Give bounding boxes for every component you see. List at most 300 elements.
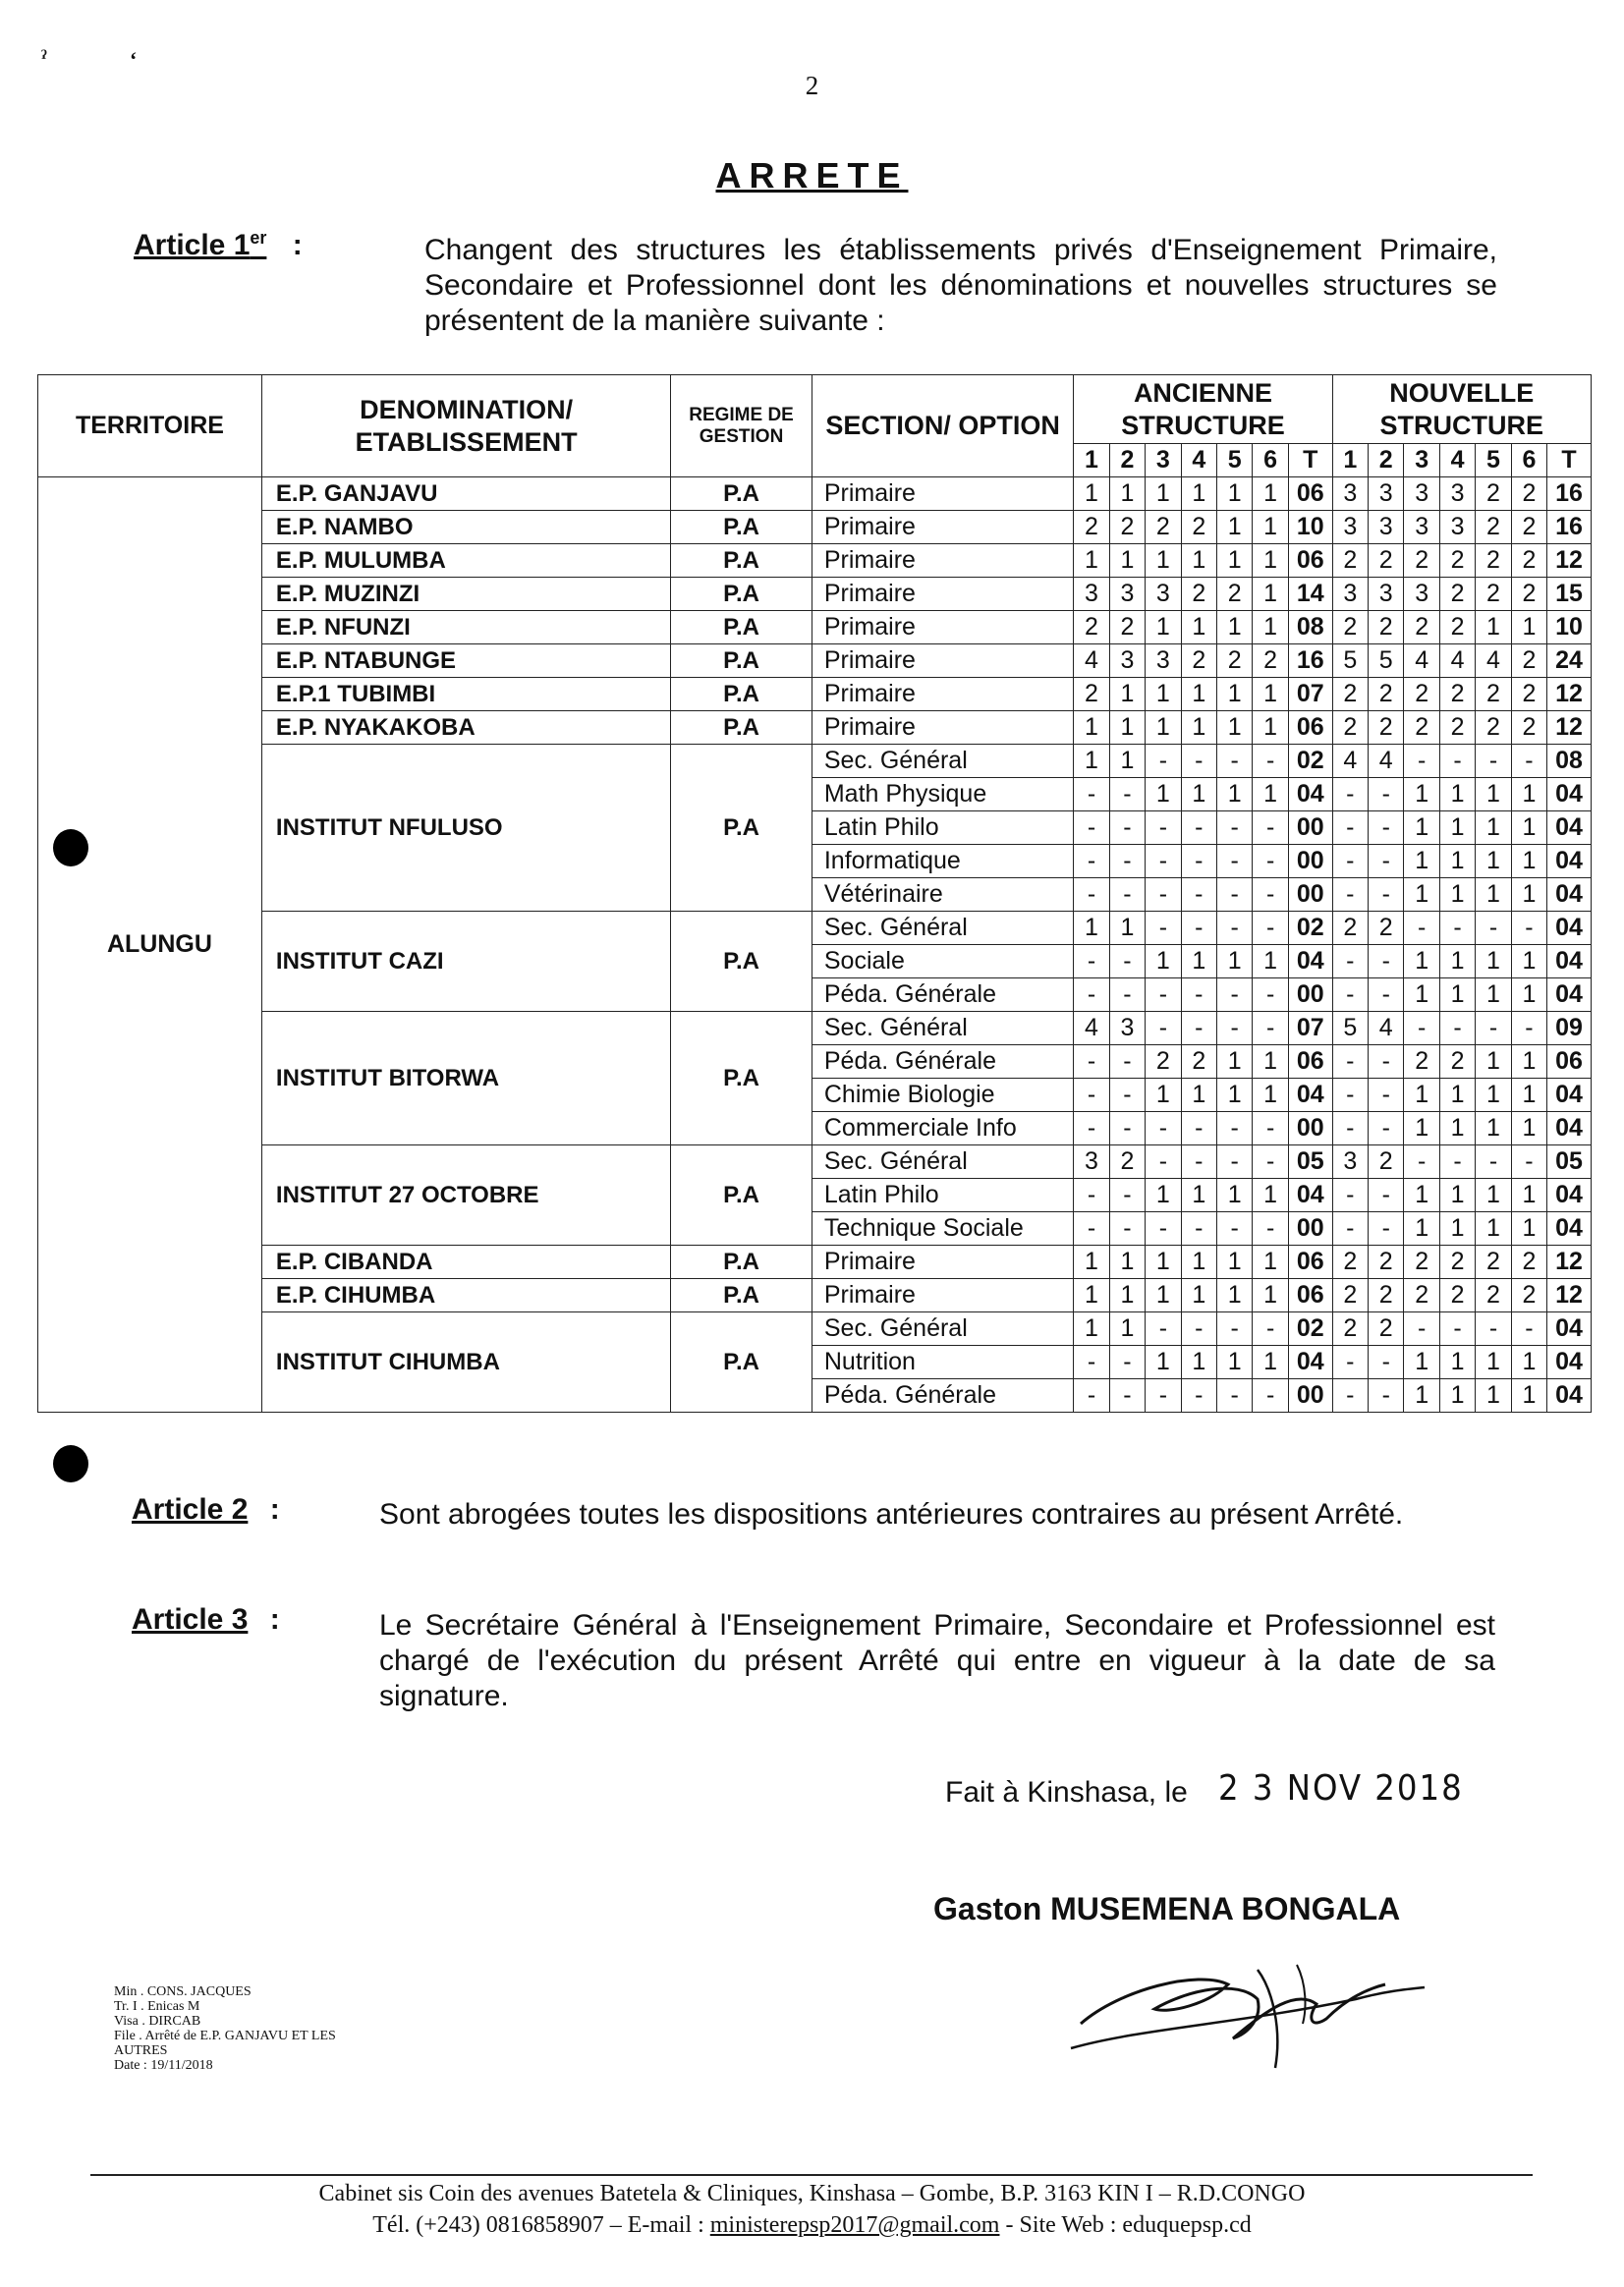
nouvelle-class-cell: 3 (1332, 578, 1368, 611)
table-row (38, 644, 1592, 678)
nouvelle-total-cell: 04 (1547, 1179, 1592, 1212)
ancienne-class-cell: 1 (1253, 778, 1288, 811)
ancienne-class-cell: - (1109, 978, 1145, 1012)
school-name: E.P.1 TUBIMBI (261, 678, 670, 711)
ancienne-class-cell: - (1181, 912, 1216, 945)
ancienne-class-cell: - (1216, 811, 1252, 845)
nouvelle-class-cell: 1 (1511, 978, 1546, 1012)
nouvelle-class-cell: 2 (1404, 1045, 1439, 1079)
option-cell: Technique Sociale (812, 1212, 1073, 1246)
nouvelle-class-cell: 1 (1439, 845, 1475, 878)
nouvelle-class-cell: 2 (1511, 711, 1546, 745)
ancienne-class-cell: 2 (1074, 678, 1109, 711)
regime-cell: P.A (671, 1246, 812, 1279)
ancienne-class-cell: 1 (1109, 1246, 1145, 1279)
ancienne-class-cell: - (1216, 912, 1252, 945)
ancienne-class-cell: - (1253, 811, 1288, 845)
nouvelle-class-cell: 1 (1476, 945, 1511, 978)
table-row (38, 511, 1592, 544)
nouvelle-total-cell: 16 (1547, 477, 1592, 511)
structure-table (37, 374, 1592, 1413)
nouvelle-class-cell: 2 (1404, 678, 1439, 711)
school-name: INSTITUT CAZI (261, 912, 670, 1012)
nouvelle-class-cell: 2 (1332, 711, 1368, 745)
nouvelle-class-cell: 2 (1476, 1279, 1511, 1312)
page-number: 2 (805, 71, 819, 100)
scan-mark: ˀ (41, 45, 47, 70)
nouvelle-class-cell: 2 (1369, 1279, 1404, 1312)
ancienne-class-cell: - (1074, 1179, 1109, 1212)
header-ancienne: ANCIENNE STRUCTURE (1074, 375, 1332, 444)
nouvelle-class-cell: 2 (1404, 1279, 1439, 1312)
nouvelle-class-cell: 1 (1439, 811, 1475, 845)
nouvelle-class-cell: 4 (1439, 644, 1475, 678)
nouvelle-class-cell: - (1332, 1212, 1368, 1246)
option-cell: Sec. Général (812, 745, 1073, 778)
ancienne-class-cell: - (1109, 845, 1145, 878)
nouvelle-total-cell: 08 (1547, 745, 1592, 778)
ancienne-class-cell: - (1074, 1379, 1109, 1413)
ancienne-class-cell: 3 (1146, 578, 1181, 611)
nouvelle-class-cell: 2 (1369, 678, 1404, 711)
nouvelle-class-cell: 3 (1332, 477, 1368, 511)
ancienne-class-cell: 1 (1074, 544, 1109, 578)
ancienne-class-cell: - (1074, 1212, 1109, 1246)
nouvelle-class-cell: 4 (1369, 745, 1404, 778)
nouvelle-class-cell: - (1332, 1346, 1368, 1379)
ancienne-class-cell: 1 (1253, 945, 1288, 978)
ancienne-class-cell: 3 (1109, 644, 1145, 678)
option-cell: Math Physique (812, 778, 1073, 811)
ancienne-class-cell: - (1181, 1145, 1216, 1179)
signature-date: 2 3 NOV 2018 (1218, 1768, 1464, 1809)
nouvelle-class-cell: 3 (1369, 578, 1404, 611)
ancienne-class-cell: - (1109, 1212, 1145, 1246)
ancienne-class-cell: 1 (1146, 711, 1181, 745)
option-cell: Péda. Générale (812, 1045, 1073, 1079)
nouvelle-class-cell: 2 (1439, 611, 1475, 644)
nouvelle-total-cell: 12 (1547, 1279, 1592, 1312)
ancienne-class-cell: - (1146, 1012, 1181, 1045)
ancienne-class-cell: 1 (1216, 945, 1252, 978)
school-name: INSTITUT CIHUMBA (261, 1312, 670, 1413)
col-header-nouvelle-3: 3 (1404, 444, 1439, 477)
nouvelle-class-cell: - (1369, 845, 1404, 878)
option-cell: Primaire (812, 511, 1073, 544)
nouvelle-class-cell: 1 (1511, 945, 1546, 978)
handwritten-signature (1061, 1930, 1434, 2078)
ancienne-total-cell: 06 (1288, 711, 1332, 745)
nouvelle-class-cell: 1 (1404, 1112, 1439, 1145)
nouvelle-class-cell: 1 (1511, 611, 1546, 644)
nouvelle-class-cell: 2 (1332, 1279, 1368, 1312)
regime-cell: P.A (671, 711, 812, 745)
ancienne-total-cell: 00 (1288, 845, 1332, 878)
ancienne-class-cell: - (1109, 778, 1145, 811)
regime-cell: P.A (671, 578, 812, 611)
routing-note-line: Visa . DIRCAB (114, 2014, 201, 2029)
ancienne-class-cell: - (1253, 978, 1288, 1012)
nouvelle-class-cell: 1 (1476, 1212, 1511, 1246)
option-cell: Informatique (812, 845, 1073, 878)
ancienne-class-cell: 1 (1181, 544, 1216, 578)
nouvelle-class-cell: 2 (1332, 1312, 1368, 1346)
nouvelle-total-cell: 04 (1547, 1112, 1592, 1145)
ancienne-class-cell: - (1181, 845, 1216, 878)
ancienne-class-cell: 1 (1146, 1346, 1181, 1379)
ancienne-total-cell: 02 (1288, 745, 1332, 778)
ancienne-class-cell: - (1109, 945, 1145, 978)
ancienne-class-cell: - (1216, 1112, 1252, 1145)
ancienne-class-cell: 1 (1216, 1079, 1252, 1112)
school-name: E.P. NFUNZI (261, 611, 670, 644)
ancienne-class-cell: 1 (1253, 578, 1288, 611)
ancienne-class-cell: - (1253, 1312, 1288, 1346)
ancienne-class-cell: - (1216, 878, 1252, 912)
col-header-nouvelle-2: 2 (1369, 444, 1404, 477)
nouvelle-class-cell: 1 (1511, 1212, 1546, 1246)
article-2-text: Sont abrogées toutes les dispositions antérieures contraires au présent Arrêté. (379, 1498, 1404, 1531)
nouvelle-total-cell: 09 (1547, 1012, 1592, 1045)
nouvelle-class-cell: 2 (1511, 477, 1546, 511)
nouvelle-class-cell: - (1369, 1112, 1404, 1145)
scan-mark: ʻ (130, 47, 138, 72)
table-row (38, 678, 1592, 711)
ancienne-class-cell: - (1074, 1112, 1109, 1145)
nouvelle-class-cell: 2 (1511, 544, 1546, 578)
nouvelle-class-cell: 1 (1439, 945, 1475, 978)
nouvelle-class-cell: 1 (1511, 778, 1546, 811)
nouvelle-total-cell: 12 (1547, 711, 1592, 745)
ancienne-class-cell: 1 (1216, 1179, 1252, 1212)
nouvelle-class-cell: 2 (1511, 678, 1546, 711)
nouvelle-class-cell: 2 (1369, 1145, 1404, 1179)
ancienne-class-cell: - (1253, 1145, 1288, 1179)
ancienne-class-cell: - (1216, 1379, 1252, 1413)
nouvelle-class-cell: 5 (1332, 1012, 1368, 1045)
nouvelle-total-cell: 05 (1547, 1145, 1592, 1179)
ancienne-total-cell: 06 (1288, 544, 1332, 578)
ancienne-class-cell: 1 (1253, 1079, 1288, 1112)
nouvelle-class-cell: 1 (1439, 1112, 1475, 1145)
nouvelle-class-cell: 1 (1511, 1346, 1546, 1379)
table-row (38, 1312, 1592, 1346)
ancienne-class-cell: - (1146, 912, 1181, 945)
nouvelle-class-cell: 2 (1476, 511, 1511, 544)
ancienne-class-cell: 1 (1181, 611, 1216, 644)
ancienne-class-cell: 1 (1146, 1179, 1181, 1212)
regime-cell: P.A (671, 1145, 812, 1246)
nouvelle-class-cell: 2 (1476, 544, 1511, 578)
ancienne-class-cell: 1 (1146, 1079, 1181, 1112)
ancienne-class-cell: - (1181, 978, 1216, 1012)
nouvelle-class-cell: 2 (1369, 611, 1404, 644)
nouvelle-class-cell: - (1332, 1079, 1368, 1112)
footer-contact (0, 2212, 1624, 2239)
nouvelle-class-cell: - (1332, 778, 1368, 811)
regime-cell: P.A (671, 678, 812, 711)
ancienne-total-cell: 00 (1288, 1112, 1332, 1145)
ancienne-class-cell: - (1181, 811, 1216, 845)
nouvelle-class-cell: 2 (1404, 611, 1439, 644)
ancienne-total-cell: 16 (1288, 644, 1332, 678)
nouvelle-class-cell: - (1332, 1045, 1368, 1079)
ancienne-total-cell: 04 (1288, 1079, 1332, 1112)
ancienne-class-cell: 1 (1074, 477, 1109, 511)
article-1-colon: : (292, 229, 303, 261)
regime-cell: P.A (671, 544, 812, 578)
nouvelle-class-cell: 1 (1511, 845, 1546, 878)
ancienne-class-cell: 2 (1216, 578, 1252, 611)
ancienne-total-cell: 06 (1288, 1246, 1332, 1279)
nouvelle-class-cell: - (1476, 912, 1511, 945)
routing-note-line: Date : 19/11/2018 (114, 2058, 213, 2073)
ancienne-class-cell: - (1146, 1145, 1181, 1179)
nouvelle-class-cell: 2 (1404, 1246, 1439, 1279)
ancienne-class-cell: 2 (1253, 644, 1288, 678)
regime-cell: P.A (671, 644, 812, 678)
nouvelle-class-cell: 1 (1476, 978, 1511, 1012)
ancienne-class-cell: - (1216, 1312, 1252, 1346)
ancienne-class-cell: 2 (1216, 644, 1252, 678)
nouvelle-total-cell: 04 (1547, 912, 1592, 945)
ancienne-class-cell: - (1253, 845, 1288, 878)
table-row (38, 477, 1592, 511)
nouvelle-class-cell: 1 (1476, 1379, 1511, 1413)
ancienne-class-cell: - (1181, 745, 1216, 778)
ancienne-class-cell: 1 (1109, 1279, 1145, 1312)
col-header-ancienne-1: 1 (1074, 444, 1109, 477)
routing-note-line: Tr. I . Enicas M (114, 1999, 200, 2014)
ancienne-class-cell: - (1109, 1112, 1145, 1145)
ancienne-total-cell: 08 (1288, 611, 1332, 644)
ancienne-class-cell: 1 (1146, 1246, 1181, 1279)
nouvelle-total-cell: 04 (1547, 1379, 1592, 1413)
ancienne-total-cell: 00 (1288, 811, 1332, 845)
nouvelle-class-cell: 2 (1511, 1279, 1546, 1312)
nouvelle-class-cell: 1 (1404, 845, 1439, 878)
nouvelle-class-cell: 2 (1476, 1246, 1511, 1279)
footer-website: - Site Web : eduquepsp.cd (999, 2212, 1252, 2238)
ancienne-class-cell: 1 (1109, 912, 1145, 945)
nouvelle-class-cell: 1 (1404, 878, 1439, 912)
nouvelle-total-cell: 04 (1547, 778, 1592, 811)
article-1-label-sup: er (250, 228, 267, 248)
ancienne-total-cell: 00 (1288, 1212, 1332, 1246)
article-1-text: Changent des structures les établissements privés d'Enseignement Primaire, Secondaire et Professionnel dont les dénominations et nouvelles structures se présentent de la manière suivante : (424, 234, 1497, 337)
ancienne-class-cell: 1 (1253, 611, 1288, 644)
nouvelle-class-cell: 1 (1476, 1079, 1511, 1112)
table-row (38, 1012, 1592, 1045)
ancienne-class-cell: 2 (1181, 644, 1216, 678)
footer-email-link[interactable]: ministerepsp2017@gmail.com (709, 2212, 1000, 2238)
ancienne-class-cell: 1 (1216, 778, 1252, 811)
ancienne-class-cell: 1 (1181, 1279, 1216, 1312)
nouvelle-total-cell: 12 (1547, 544, 1592, 578)
ancienne-class-cell: - (1146, 1312, 1181, 1346)
col-header-ancienne-2: 2 (1109, 444, 1145, 477)
ancienne-class-cell: 1 (1181, 1346, 1216, 1379)
table-row (38, 1279, 1592, 1312)
ancienne-class-cell: 1 (1216, 544, 1252, 578)
nouvelle-total-cell: 04 (1547, 978, 1592, 1012)
ink-blot (53, 829, 88, 866)
nouvelle-class-cell: 1 (1476, 1346, 1511, 1379)
nouvelle-class-cell: 1 (1476, 1112, 1511, 1145)
ancienne-class-cell: 3 (1074, 1145, 1109, 1179)
nouvelle-class-cell: 1 (1439, 1179, 1475, 1212)
ancienne-class-cell: 1 (1253, 477, 1288, 511)
place-line: Fait à Kinshasa, le (945, 1776, 1188, 1809)
nouvelle-class-cell: 2 (1332, 912, 1368, 945)
nouvelle-class-cell: - (1332, 1179, 1368, 1212)
option-cell: Sociale (812, 945, 1073, 978)
regime-cell: P.A (671, 611, 812, 644)
ancienne-class-cell: 1 (1181, 945, 1216, 978)
ancienne-class-cell: - (1216, 1012, 1252, 1045)
header-nouvelle: NOUVELLE STRUCTURE (1332, 375, 1591, 444)
ancienne-class-cell: 4 (1074, 644, 1109, 678)
ancienne-class-cell: 1 (1253, 1045, 1288, 1079)
nouvelle-class-cell: - (1332, 1379, 1368, 1413)
article-3-label (132, 1603, 280, 1637)
ancienne-class-cell: 1 (1253, 1279, 1288, 1312)
ancienne-class-cell: 1 (1216, 1045, 1252, 1079)
option-cell: Vétérinaire (812, 878, 1073, 912)
nouvelle-class-cell: - (1332, 978, 1368, 1012)
nouvelle-class-cell: 2 (1476, 578, 1511, 611)
nouvelle-class-cell: 1 (1511, 878, 1546, 912)
ancienne-class-cell: 1 (1253, 1179, 1288, 1212)
nouvelle-class-cell: 3 (1439, 511, 1475, 544)
nouvelle-class-cell: 1 (1439, 1379, 1475, 1413)
school-name: E.P. GANJAVU (261, 477, 670, 511)
ancienne-class-cell: - (1216, 978, 1252, 1012)
ancienne-class-cell: - (1109, 1079, 1145, 1112)
routing-note-line: AUTRES (114, 2043, 168, 2058)
ancienne-class-cell: - (1074, 1346, 1109, 1379)
nouvelle-class-cell: 1 (1476, 611, 1511, 644)
nouvelle-class-cell: - (1511, 912, 1546, 945)
ancienne-total-cell: 06 (1288, 1279, 1332, 1312)
ancienne-class-cell: 1 (1109, 1312, 1145, 1346)
ancienne-class-cell: 1 (1146, 945, 1181, 978)
nouvelle-class-cell: - (1369, 1045, 1404, 1079)
nouvelle-total-cell: 04 (1547, 945, 1592, 978)
ancienne-total-cell: 04 (1288, 945, 1332, 978)
regime-cell: P.A (671, 1012, 812, 1145)
col-header-nouvelle-1: 1 (1332, 444, 1368, 477)
article-3-label-text: Article 3 (132, 1603, 249, 1636)
ancienne-class-cell: - (1146, 745, 1181, 778)
nouvelle-total-cell: 06 (1547, 1045, 1592, 1079)
ancienne-class-cell: - (1146, 878, 1181, 912)
nouvelle-class-cell: 2 (1439, 578, 1475, 611)
nouvelle-total-cell: 10 (1547, 611, 1592, 644)
ancienne-class-cell: 1 (1253, 544, 1288, 578)
col-header-ancienne-3: 3 (1146, 444, 1181, 477)
nouvelle-class-cell: - (1404, 1012, 1439, 1045)
table-row (38, 711, 1592, 745)
school-name: INSTITUT NFULUSO (261, 745, 670, 912)
ancienne-class-cell: 1 (1181, 711, 1216, 745)
ancienne-class-cell: - (1216, 1212, 1252, 1246)
table-row (38, 912, 1592, 945)
ancienne-class-cell: - (1074, 978, 1109, 1012)
ancienne-class-cell: 1 (1181, 1246, 1216, 1279)
option-cell: Primaire (812, 1279, 1073, 1312)
nouvelle-class-cell: 3 (1369, 511, 1404, 544)
school-name: INSTITUT 27 OCTOBRE (261, 1145, 670, 1246)
nouvelle-class-cell: - (1369, 945, 1404, 978)
option-cell: Sec. Général (812, 1312, 1073, 1346)
ancienne-class-cell: 1 (1181, 1179, 1216, 1212)
nouvelle-class-cell: 1 (1476, 1045, 1511, 1079)
ancienne-class-cell: 1 (1216, 1346, 1252, 1379)
nouvelle-class-cell: - (1511, 1012, 1546, 1045)
routing-note-line: Min . CONS. JACQUES (114, 1984, 252, 1999)
nouvelle-total-cell: 04 (1547, 878, 1592, 912)
nouvelle-class-cell: 1 (1404, 1179, 1439, 1212)
school-name: E.P. NYAKAKOBA (261, 711, 670, 745)
ancienne-total-cell: 06 (1288, 1045, 1332, 1079)
nouvelle-class-cell: - (1332, 1112, 1368, 1145)
ancienne-class-cell: 2 (1074, 611, 1109, 644)
nouvelle-class-cell: 2 (1404, 544, 1439, 578)
nouvelle-class-cell: 1 (1511, 1179, 1546, 1212)
nouvelle-class-cell: - (1439, 1145, 1475, 1179)
article-2-colon: : (269, 1493, 280, 1526)
ancienne-class-cell: 1 (1146, 477, 1181, 511)
ancienne-class-cell: 1 (1253, 1246, 1288, 1279)
ancienne-total-cell: 04 (1288, 778, 1332, 811)
ancienne-class-cell: 1 (1181, 678, 1216, 711)
ancienne-class-cell: 1 (1253, 1346, 1288, 1379)
school-name: E.P. MULUMBA (261, 544, 670, 578)
nouvelle-class-cell: - (1476, 1012, 1511, 1045)
nouvelle-total-cell: 24 (1547, 644, 1592, 678)
nouvelle-class-cell: - (1332, 811, 1368, 845)
nouvelle-class-cell: 1 (1404, 778, 1439, 811)
ancienne-class-cell: 1 (1146, 611, 1181, 644)
school-name: E.P. NTABUNGE (261, 644, 670, 678)
ancienne-class-cell: 1 (1146, 1279, 1181, 1312)
ancienne-total-cell: 02 (1288, 912, 1332, 945)
ancienne-class-cell: - (1216, 745, 1252, 778)
ancienne-total-cell: 04 (1288, 1346, 1332, 1379)
nouvelle-class-cell: - (1511, 1145, 1546, 1179)
ancienne-class-cell: - (1181, 1312, 1216, 1346)
school-name: E.P. CIHUMBA (261, 1279, 670, 1312)
regime-cell: P.A (671, 477, 812, 511)
nouvelle-class-cell: 1 (1439, 978, 1475, 1012)
ancienne-total-cell: 10 (1288, 511, 1332, 544)
territoire-cell: ALUNGU (38, 477, 262, 1413)
nouvelle-class-cell: 2 (1332, 611, 1368, 644)
nouvelle-class-cell: 1 (1476, 811, 1511, 845)
nouvelle-class-cell: 3 (1404, 578, 1439, 611)
ancienne-class-cell: - (1181, 1379, 1216, 1413)
nouvelle-class-cell: 2 (1439, 1279, 1475, 1312)
nouvelle-class-cell: - (1369, 978, 1404, 1012)
ancienne-total-cell: 00 (1288, 978, 1332, 1012)
option-cell: Primaire (812, 611, 1073, 644)
ancienne-class-cell: 1 (1253, 511, 1288, 544)
option-cell: Primaire (812, 544, 1073, 578)
nouvelle-class-cell: 3 (1332, 1145, 1368, 1179)
ancienne-class-cell: 2 (1181, 578, 1216, 611)
header-section: SECTION/ OPTION (812, 375, 1073, 477)
